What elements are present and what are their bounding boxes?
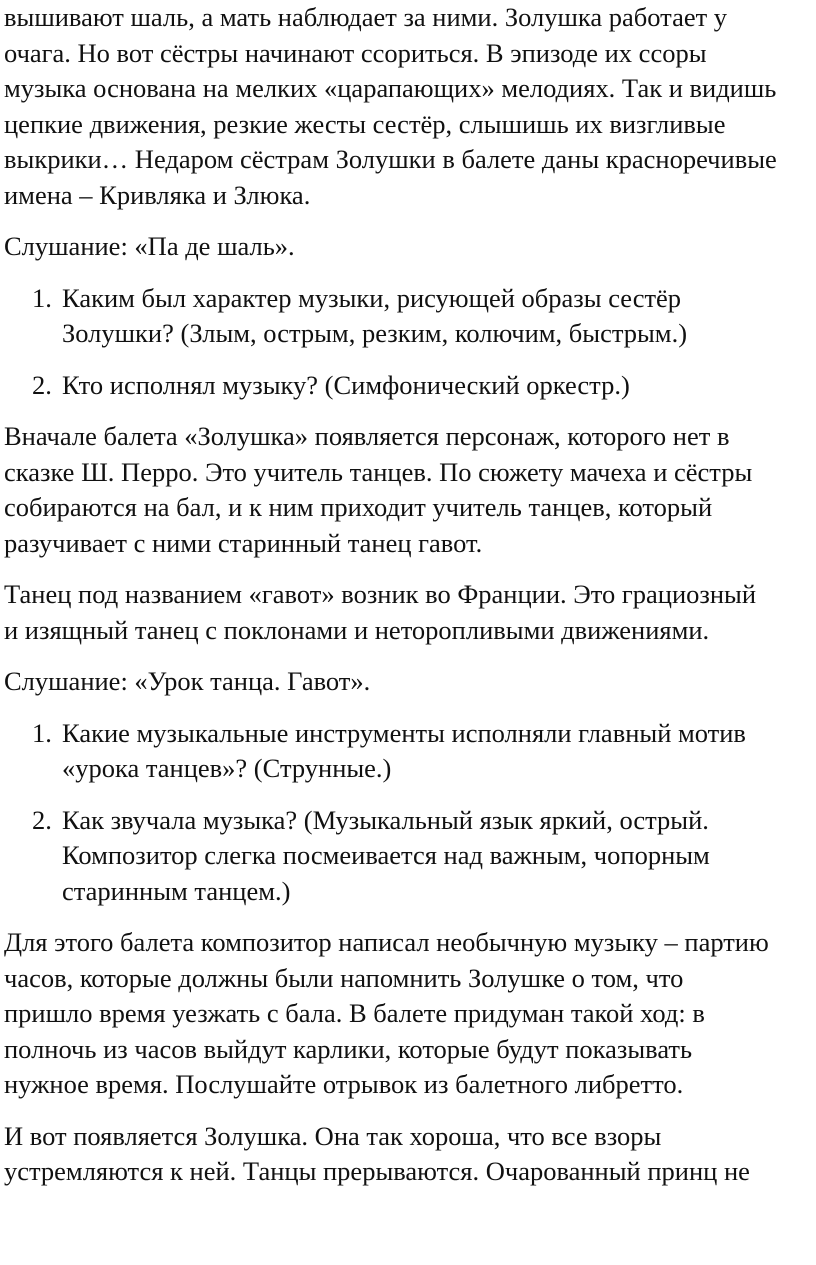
- paragraph-sisters-quarrel: [4, 0, 816, 213]
- document-page: [4, 0, 816, 1190]
- paragraph-listening-pas-de-chale: [4, 229, 816, 265]
- list-item: [4, 716, 816, 787]
- list-item: [4, 803, 816, 910]
- text-line: Каким был характер музыки, рисующей образы сестёр: [62, 282, 682, 313]
- text-line: собираются на бал, и к ним приходит учитель танцев, который: [4, 492, 713, 522]
- text-line: Как звучала музыка? (Музыкальный язык яркий, острый.: [62, 804, 709, 835]
- text-line: Кто исполнял музыку? (Симфонический оркестр.): [62, 369, 630, 400]
- list-number: 2.: [32, 369, 52, 400]
- list-item: [4, 368, 816, 404]
- text-line: сказке Ш. Перро. Это учитель танцев. По сюжету мачеха и сёстры: [4, 456, 753, 487]
- text-line: полночь из часов выйдут карлики, которые будут показывать: [4, 1033, 693, 1064]
- text-line: пришло время уезжать с бала. В балете придуман такой ход: в: [4, 998, 705, 1028]
- text-line: очага. Но вот сёстры начинают ссориться. В эпизоде их ссоры: [4, 37, 707, 68]
- text-line: и изящный танец с поклонами и неторопливыми движениями.: [4, 614, 710, 645]
- text-line: Для этого балета композитор написал необычную музыку – партию: [4, 927, 769, 957]
- text-line: устремляются к ней. Танцы прерываются. Очарованный принц не: [4, 1156, 750, 1186]
- text-line: нужное время. Послушайте отрывок из балетного либретто.: [4, 1069, 684, 1099]
- paragraph-cinderella-appears: [4, 1119, 816, 1190]
- text-line: Слушание: «Па де шаль».: [4, 231, 295, 261]
- text-line: И вот появляется Золушка. Она так хороша, что все взоры: [4, 1120, 662, 1151]
- list-number: 1.: [32, 282, 52, 313]
- text-line: музыка основана на мелких «царапающих» мелодиях. Так и видишь: [4, 73, 777, 103]
- text-line: Вначале балета «Золушка» появляется персонаж, которого нет в: [4, 421, 730, 451]
- text-line: старинным танцем.): [62, 875, 291, 906]
- text-line: «урока танцев»? (Струнные.): [62, 753, 392, 783]
- text-line: Слушание: «Урок танца. Гавот».: [4, 666, 371, 696]
- text-line: имена – Кривляка и Злюка.: [4, 179, 311, 210]
- text-line: часов, которые должны были напомнить Золушке о том, что: [4, 962, 684, 993]
- question-list-1: [4, 281, 816, 404]
- list-number: 1.: [32, 717, 52, 748]
- text-line: разучивает с ними старинный танец гавот.: [4, 527, 483, 558]
- text-line: вышивают шаль, а мать наблюдает за ними. Золушка работает у: [4, 2, 728, 32]
- list-item: [4, 281, 816, 352]
- paragraph-clock-music: [4, 925, 816, 1103]
- text-line: цепкие движения, резкие жесты сестёр, слышишь их визгливые: [4, 108, 726, 139]
- paragraph-dance-teacher: [4, 419, 816, 561]
- paragraph-gavotte: [4, 577, 816, 648]
- text-line: выкрики… Недаром сёстрам Золушки в балете даны красноречивые: [4, 144, 777, 174]
- text-line: Золушки? (Злым, острым, резким, колючим, быстрым.): [62, 318, 688, 348]
- text-line: Композитор слегка посмеивается над важным, чопорным: [62, 840, 710, 870]
- paragraph-listening-gavotte: [4, 664, 816, 700]
- question-list-2: [4, 716, 816, 910]
- text-line: Какие музыкальные инструменты исполняли главный мотив: [62, 717, 746, 748]
- text-line: Танец под названием «гавот» возник во Франции. Это грациозный: [4, 579, 757, 609]
- list-number: 2.: [32, 804, 52, 835]
